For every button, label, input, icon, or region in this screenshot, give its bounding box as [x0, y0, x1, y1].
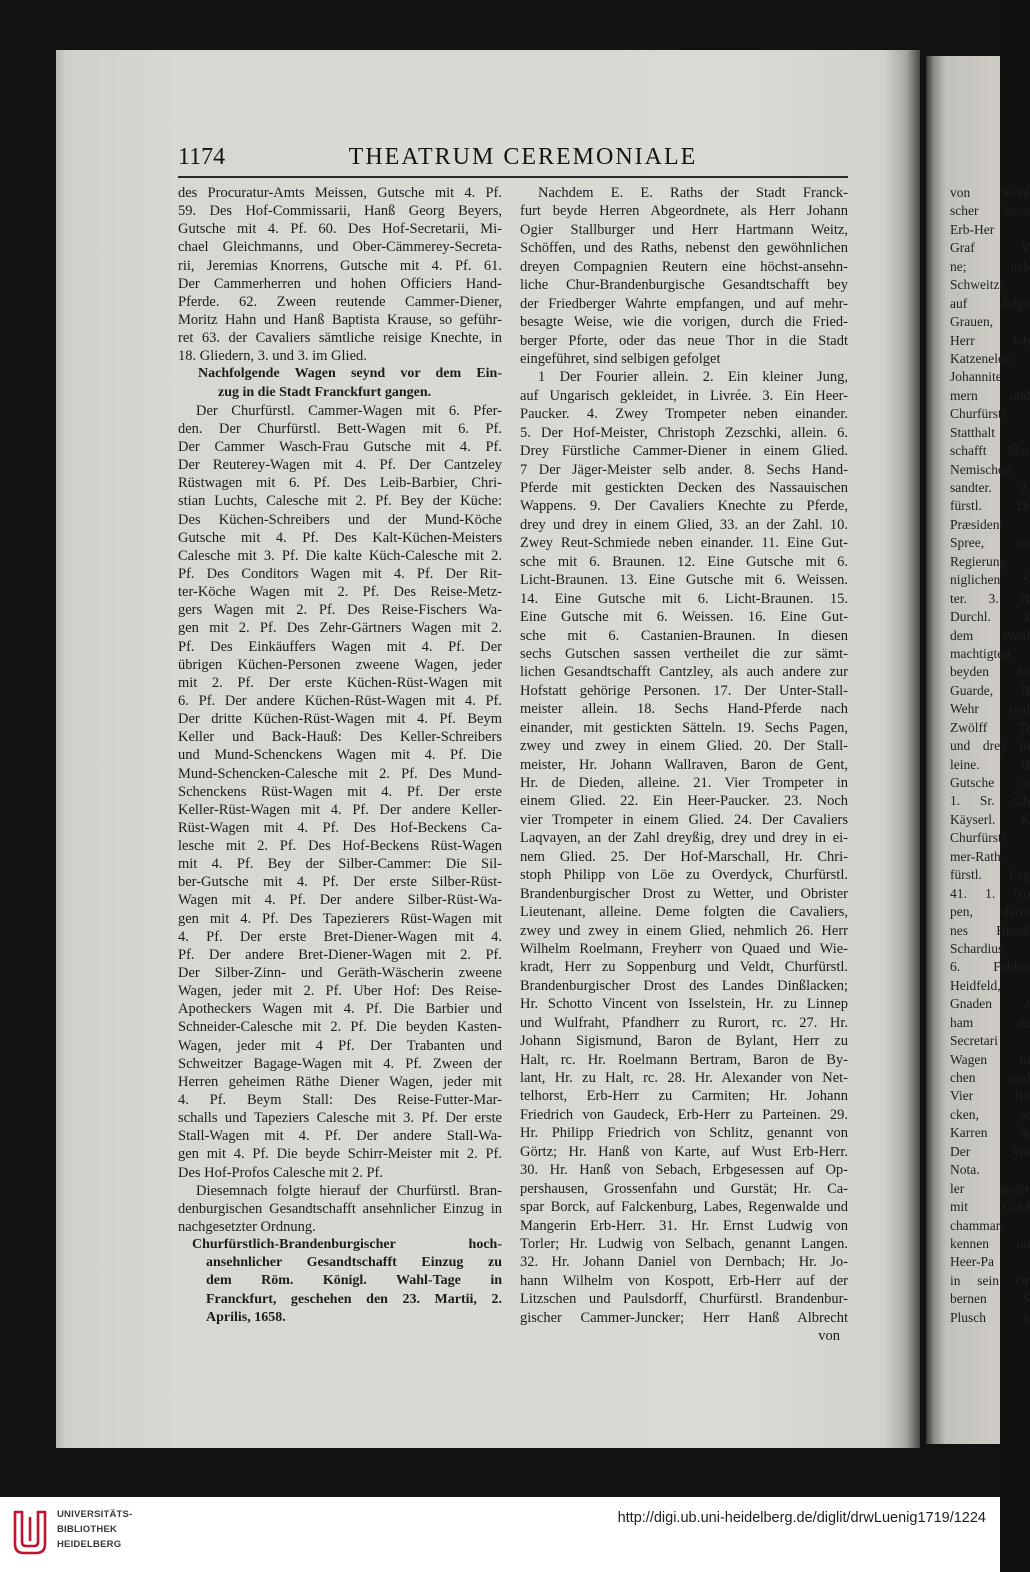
text-line: sche mit 6. Castanien-Braunen. In diesen — [520, 627, 848, 644]
text-line: Litzschen und Paulsdorff, Churfürstl. Brandenbur- — [520, 1291, 848, 1308]
university-library-logo-icon — [10, 1506, 50, 1558]
text-line: ansehnlicher Gesandtschafft Einzug zu — [206, 1255, 502, 1271]
text-line: Karren m — [950, 1125, 1030, 1141]
text-line: Torler; Hr. Ludwig von Selbach, genannt Langen. — [520, 1235, 848, 1252]
text-line: Brandenburgischer Drost des Landes Dinßlacken; — [520, 977, 848, 994]
text-line: besagte Weise, wie die vorigen, durch die Fried- — [520, 314, 848, 331]
section-heading — [178, 365, 502, 401]
text-line: Ogier Stallburger und Herr Hartmann Weitz, — [520, 221, 848, 238]
text-line: 18. Gliedern, 3. und 3. im Glied. — [178, 348, 367, 365]
text-line: lesche mit 2. Pf. Des Hof-Beckens Rüst-Wagen — [178, 838, 502, 855]
text-line: ham de — [950, 1014, 1030, 1030]
paragraph — [178, 1182, 502, 1236]
text-line: Gnaden z — [950, 996, 1030, 1012]
text-line: Stall-Wagen mit 4. Pf. Der andere Stall-Wa- — [178, 1128, 502, 1145]
text-line: Des Küchen-Schreibers und der Mund-Köche — [178, 511, 502, 528]
text-line: gers Wagen mit 2. Pf. Des Reise-Fischers Wa- — [178, 602, 502, 619]
text-line: auf Ungarisch gekleidet, in Livrée. 3. Ein Heer- — [520, 387, 848, 404]
text-line: gischer Cammer-Juncker; Herr Hanß Albrecht — [520, 1309, 848, 1326]
text-line: und Mund-Schenckens Wagen mit 4. Pf. Die — [178, 747, 502, 764]
text-line: einander, mit gestickten Sätteln. 19. Sechs Pagen, — [520, 719, 848, 736]
text-line: fürstl. Leg — [950, 867, 1030, 883]
text-line: ret 63. der Cavaliers sämtliche reisige Knechte, in — [178, 330, 502, 347]
left-column — [178, 184, 502, 1327]
text-line: rii, Jeremias Knorrens, Gutsche mit 4. Pf. 61. — [178, 257, 502, 274]
text-line: Gutsche mit 4. Pf. Des Kalt-Küchen-Meisters — [178, 529, 502, 546]
text-line: Statthalt — [950, 424, 995, 440]
text-line: mit 4. Pf. Bey der Silber-Cammer: Die Sil- — [178, 856, 502, 873]
text-line: zwey und zwey in einem Glied. 20. Der Stall- — [520, 738, 848, 755]
text-line: nachgesetzter Ordnung. — [178, 1219, 316, 1236]
text-line: dreyen Compagnien Reutern eine höchst-ansehn- — [520, 258, 848, 275]
text-line: Lieutenant, alleine. Deme folgten die Cavaliers, — [520, 904, 848, 921]
text-line: Schardius. — [950, 940, 1007, 956]
text-line: und drey in — [950, 738, 1030, 754]
text-line: Mund-Schencken-Calesche mit 2. Pf. Des Mund- — [178, 765, 502, 782]
text-line: Nachdem E. E. Raths der Stadt Franck- — [538, 185, 848, 201]
text-line: den. Der Churfürstl. Bett-Wagen mit 6. Pf. — [178, 420, 502, 437]
text-line: lant, Hr. zu Halt, rc. 28. Hr. Alexander von Net- — [520, 1070, 848, 1086]
text-line: mit 2. Pf. Der erste Küchen-Rüst-Wagen mit — [178, 674, 502, 691]
text-line: Zwey Reut-Schmiede neben einander. 11. Eine Gut- — [520, 535, 848, 552]
page-number: 1174 — [178, 144, 226, 170]
text-line: Hr. Philipp Friedrich von Schlitz, genannt von — [520, 1125, 848, 1142]
text-line: Paucker. 4. Zwey Trompeter neben einander. — [520, 406, 848, 423]
text-line: Schweitze — [950, 277, 1006, 293]
text-line: Churfürstl — [950, 830, 1006, 846]
text-line: Hr. de Dieden, alleine. 21. Vier Trompeter in — [520, 775, 848, 791]
text-line: Herr Joh — [950, 332, 1030, 348]
text-line: Wagen, jeder mit 2. Pf. Uber Hof: Des Reise- — [178, 983, 502, 1000]
text-line: meister allein. 18. Sechs Hand-Pferde nach — [520, 701, 848, 718]
text-line: Graf V — [950, 240, 1030, 256]
text-line: 6. Fahlen — [950, 959, 1030, 975]
text-line: Heidfeld, — [950, 977, 1001, 993]
text-line: vier Trompeter in einem Glied. 24. Der Cavaliers — [520, 811, 848, 828]
text-line: von Köni — [950, 185, 1030, 200]
text-line: denburgischen Gesandtschafft ansehnlicher Einzug in — [178, 1200, 502, 1217]
text-line: und Wulfraht, Pfandherr zu Rurort, rc. 27. Hr. — [520, 1014, 848, 1031]
text-line: 4. Pf. Beym Stall: Des Reise-Futter-Mar- — [178, 1092, 502, 1109]
text-line: Apotheckers Wagen mit 4. Pf. Die Barbier und — [178, 1001, 502, 1018]
text-line: pen, darin — [950, 904, 1030, 920]
text-line: 1 Der Fourier allein. 2. Ein kleiner Jung, — [538, 369, 848, 386]
text-line: Zwölff Tr — [950, 719, 1030, 735]
text-line: Nachfolgende Wagen seynd vor dem Ein- — [198, 366, 502, 382]
text-line: Guarde, H — [950, 682, 1030, 698]
text-line: cken, je — [950, 1106, 1030, 1122]
text-line: niglichen S — [950, 572, 1030, 588]
text-line: hann Wilhelm von Kospott, Erb-Herr auf der — [520, 1272, 848, 1289]
running-title: THEATRUM CEREMONIALE — [348, 144, 698, 170]
text-line: nem Glied. 25. Der Hof-Marschall, Hr. Chri- — [520, 848, 848, 865]
text-line: einem Glied. 22. Ein Heer-Paucker. 23. Noch — [520, 793, 848, 810]
text-line: Katzenelen — [950, 350, 1011, 366]
text-line: liche Chur-Brandenburgische Gesandtschafft bey — [520, 277, 848, 294]
text-line: Der Cammerherren und hohen Officiers Hand- — [178, 275, 502, 292]
text-line: Regierung — [950, 553, 1007, 569]
text-line: Franckfurt, geschehen den 23. Martii, 2. — [206, 1291, 502, 1307]
text-line: dem Röm. Königl. Wahl-Tage in — [206, 1273, 502, 1289]
text-line: 14. Eine Gutsche mit 6. Licht-Braunen. 15. — [520, 590, 848, 607]
text-line: Præsident — [950, 516, 1004, 532]
text-line: meister, Hr. Johann Wallraven, Baron de Gent, — [520, 756, 848, 773]
text-line: stian Luchts, Calesche mit 2. Pf. Bey der Küche: — [178, 493, 502, 510]
text-line: Pf. Des Conditors Wagen mit 4. Pf. Der Rit- — [178, 565, 502, 582]
text-line: zwey und zwey in einem Glied, nehmlich 26. Herr — [520, 922, 848, 939]
text-line: chael Gleichmanns, und Ober-Cämmerey-Secreta- — [178, 239, 502, 256]
text-line: ter. 3. H — [950, 590, 1030, 606]
text-line: ler ander — [950, 1180, 1030, 1196]
text-line: dem Wahl — [950, 627, 1030, 643]
footer — [0, 1497, 1000, 1572]
text-line: Pferde. 62. Zween reutende Cammer-Diener, — [178, 293, 502, 310]
text-line: Wagen mit 4. Pf. Der andere Silber-Rüst-Wa- — [178, 892, 502, 909]
text-line: Schneider-Calesche mit 2. Pf. Die beyden Kasten- — [178, 1019, 502, 1036]
text-line: schafft Mar — [950, 443, 1030, 459]
text-line: Johannite — [950, 369, 1002, 385]
text-line: 1. Sr. Ch — [950, 793, 1030, 809]
text-line: Wagen m — [950, 1051, 1030, 1067]
text-line: Brandenburgischer Drost zu Wetter, und Obrister — [520, 885, 848, 902]
text-line: 30. Hr. Hanß von Sebach, Erbgesessen auf Op- — [520, 1162, 848, 1179]
text-line: sche mit 6. Braunen. 12. Eine Gutsche mit 6. — [520, 553, 848, 570]
paragraph — [178, 402, 502, 1182]
text-line: mern und — [950, 387, 1030, 403]
text-line: Spree, an — [950, 535, 1030, 551]
text-line: Pf. Der andere Bret-Diener-Wagen mit 2. Pf. — [178, 946, 502, 963]
text-line: 32. Hr. Johann Daniel von Dernbach; Hr. Jo- — [520, 1254, 848, 1271]
header-rule — [178, 176, 848, 178]
text-line: Pferde mit gestickten Decken des Nassauischen — [520, 480, 848, 496]
text-line: scher besti — [950, 203, 1030, 219]
text-line: Vier Rü — [950, 1088, 1030, 1104]
text-line: Calesche mit 3. Pf. Die kalte Küch-Calesche mit 2. — [178, 547, 502, 564]
text-line: berger Pforte, oder das neue Thor in die Stadt — [520, 332, 848, 349]
text-line: Der dritte Küchen-Rüst-Wagen mit 4. Pf. Beym — [178, 711, 502, 728]
text-line: telhorst, Erb-Herr zu Carmiten; Hr. Johann — [520, 1088, 848, 1105]
text-line: Grauen, — [950, 314, 994, 330]
text-line: Hofstatt gehörige Personen. 17. Der Unter-Stall- — [520, 682, 848, 699]
text-line: Eine Gutsche mit 6. Weissen. 16. Eine Gut- — [520, 609, 848, 626]
text-line: Gutsche m — [950, 775, 1030, 790]
text-line: Nota. — [950, 1162, 980, 1178]
text-line: Churfürstl — [950, 406, 1006, 422]
text-line: des Procuratur-Amts Meissen, Gutsche mit 4. Pf. — [178, 185, 502, 201]
text-line: ne; neb — [950, 258, 1030, 274]
right-column — [520, 184, 848, 1346]
text-line: bernen S — [950, 1291, 1030, 1307]
text-line: Keller-Rüst-Wagen mit 4. Pf. Der andere Keller- — [178, 801, 502, 818]
text-line: spar Borck, auf Falckenburg, Labes, Regenwalde und — [520, 1199, 848, 1216]
catchword: von — [818, 1328, 840, 1345]
section-title — [178, 1236, 502, 1327]
text-line: Churfürstlich-Brandenburgischer hoch- — [192, 1237, 502, 1253]
text-line: mit Gold — [950, 1199, 1030, 1215]
text-line: 5. Der Hof-Meister, Christoph Zezschki, allein. 6. — [520, 424, 848, 441]
text-line: lichen Gesandtschafft Cantzley, als auch andere zur — [520, 664, 848, 681]
text-line: Johann Sigismund, Baron de Bylant, Herr zu — [520, 1033, 848, 1050]
text-line: Hr. Schotto Vincent von Isselstein, Hr. zu Linnep — [520, 996, 848, 1013]
text-line: in sein Or — [950, 1272, 1030, 1288]
text-line: Secretari — [950, 1033, 998, 1049]
text-line: Wagen, jeder mit 4 Pf. Der Trabanten und — [178, 1037, 502, 1054]
text-line: Licht-Braunen. 13. Eine Gutsche mit 6. Weissen. — [520, 572, 848, 589]
text-line: pershausen, Grossenfahn und Gurstät; Hr. Ca- — [520, 1180, 848, 1197]
text-line: Der Reuterey-Wagen mit 4. Pf. Der Cantzeley — [178, 457, 502, 474]
text-line: 41. 1. No — [950, 885, 1030, 901]
text-line: zug in die Stadt Franckfurt gangen. — [218, 384, 432, 400]
text-line: 59. Des Hof-Commissarii, Hanß Georg Beyers, — [178, 203, 502, 220]
text-line: ter-Köche Wagen mit 2. Pf. Des Reise-Metz- — [178, 584, 502, 601]
text-line: eingeführet, sind selbigen gefolget — [520, 350, 721, 367]
paragraph — [520, 184, 848, 368]
text-line: 4. Pf. Der erste Bret-Diener-Wagen mit 4. — [178, 928, 502, 945]
text-line: Gutsche mit 4. Pf. 60. Des Hof-Secretarii, Mi- — [178, 221, 502, 238]
text-line: Laqvayen, an der Zahl dreyßig, drey und drey in ei- — [520, 830, 848, 847]
text-line: sandter. 2. — [950, 480, 1030, 495]
paragraph — [520, 368, 848, 1327]
text-line: fürstl. Di — [950, 498, 1030, 514]
text-line: Mangerin Erb-Herr. 31. Hr. Ernst Ludwig von — [520, 1217, 848, 1234]
permalink-url[interactable]: http://digi.ub.uni-heidelberg.de/diglit/drwLuenig1719/1224 — [617, 1510, 986, 1526]
text-line: ber-Gutsche mit 4. Pf. Der erste Silber-Rüst- — [178, 874, 502, 891]
text-line: Diesemnach folgte hierauf der Churfürstl. Bran- — [196, 1182, 502, 1199]
text-line: Der Wa — [950, 1143, 1030, 1159]
text-line: furt beyde Herren Abgeordnete, als Herr Johann — [520, 203, 848, 220]
facing-page-fragment — [926, 56, 1030, 1444]
text-line: übrigen Küchen-Personen zweene Wagen, jeder — [178, 656, 502, 673]
text-line: Pf. Des Einkäuffers Wagen mit 4. Pf. Der — [178, 638, 502, 655]
text-line: beyden Se — [950, 664, 1030, 680]
text-line: Schenckens Rüst-Wagen mit 4. Pf. Der erste — [178, 783, 502, 800]
paragraph — [178, 184, 502, 365]
text-line: Käyserl. K — [950, 811, 1030, 827]
text-line: Der Cammer Wasch-Frau Gutsche mit 4. Pf. — [178, 438, 502, 455]
library-name — [57, 1507, 132, 1552]
text-line: Heer-Pa — [950, 1254, 994, 1270]
text-line: schalls und Tapeziers Calesche mit 3. Pf. Der erste — [178, 1110, 502, 1127]
text-line: Der Churfürstl. Cammer-Wagen mit 6. Pfer- — [196, 402, 502, 419]
text-line: nes Hundi — [950, 922, 1030, 938]
text-line: Friedrich von Gaudeck, Erb-Herr zu Parteinen. 29. — [520, 1106, 848, 1123]
text-line: Görtz; Hr. Hanß von Karte, auf Wust Erb-Herr. — [520, 1143, 848, 1160]
text-line: chen und — [950, 1070, 1030, 1085]
text-line: kradt, Herr zu Soppenburg und Veldt, Churfürstl. — [520, 959, 848, 976]
text-line: sechs Gutschen sassen vertheilet die zur sämt- — [520, 645, 848, 662]
text-line: chammari — [950, 1217, 1004, 1233]
text-line: Schöffen, und des Raths, nebenst den gewöhnlichen — [520, 240, 848, 257]
text-line: 7 Der Jäger-Meister selb ander. 8. Sechs Hand- — [520, 461, 848, 478]
text-line: Rüstwagen mit 6. Pf. Des Leib-Barbier, Chri- — [178, 475, 502, 492]
text-line: kennen un — [950, 1235, 1030, 1251]
text-line: gen mit 4. Pf. Des Tapezierers Rüst-Wagen mit — [178, 910, 502, 927]
text-line: leine. H — [950, 756, 1030, 772]
text-line: Keller und Back-Hauß: Des Keller-Schreibers — [178, 729, 502, 746]
text-line: Wappens. 9. Der Cavaliers Knechte zu Pferde, — [520, 498, 848, 515]
text-line: Plusch n — [950, 1309, 1030, 1325]
text-line: Wehr und — [950, 701, 1030, 717]
text-line: Schweitzer Bagage-Wagen mit 4. Pf. Zween der — [178, 1055, 502, 1072]
text-line: Durchl. z — [950, 609, 1030, 625]
text-line: mer-Rath, — [950, 848, 1005, 864]
library-name-line: HEIDELBERG — [57, 1539, 122, 1550]
text-line: Des Hof-Profos Calesche mit 2. Pf. — [178, 1164, 383, 1181]
text-line: Erb-Her — [950, 221, 995, 237]
text-line: Herren geheimen Räthe Diener Wagen, jeder mit — [178, 1073, 502, 1090]
text-line: Wilhelm Roelmann, Freyherr von Quaed und Wie- — [520, 940, 848, 957]
library-name-line: BIBLIOTHEK — [57, 1524, 118, 1535]
text-line: machtigten — [950, 645, 1010, 661]
text-line: Aprilis, 1658. — [206, 1309, 286, 1325]
text-line: Drey Fürstliche Cammer-Diener in einem Glied. — [520, 443, 848, 460]
text-line: Halt, rc. Hr. Roelmann Bertram, Baron de By- — [520, 1051, 848, 1068]
text-line: Nemischen — [950, 461, 1011, 477]
text-line: drey und drey in einem Glied, 33. an der Zahl. 10. — [520, 516, 848, 533]
facing-page-text — [950, 184, 1030, 1327]
text-line: gen mit 2. Pf. Des Zehr-Gärtners Wagen mit 2. — [178, 620, 502, 637]
text-line: Rüst-Wagen mit 4. Pf. Des Hof-Beckens Ca- — [178, 819, 502, 836]
text-line: gen mit 4. Pf. Die beyde Schirr-Meister mit 2. Pf. — [178, 1146, 502, 1163]
library-name-line: UNIVERSITÄTS- — [57, 1509, 133, 1520]
text-line: auf folge — [950, 295, 1030, 311]
text-line: Der Silber-Zinn- und Geräth-Wäscherin zweene — [178, 965, 502, 982]
text-line: stoph Philipp von Löe zu Overdyck, Churfürstl. — [520, 867, 848, 884]
text-line: Moritz Hahn und Hanß Baptista Krause, so geführ- — [178, 311, 502, 328]
text-line: der Friedberger Wahrte empfangen, und auf mehr- — [520, 295, 848, 312]
text-line: 6. Pf. Der andere Küchen-Rüst-Wagen mit 4. Pf. — [178, 692, 502, 709]
